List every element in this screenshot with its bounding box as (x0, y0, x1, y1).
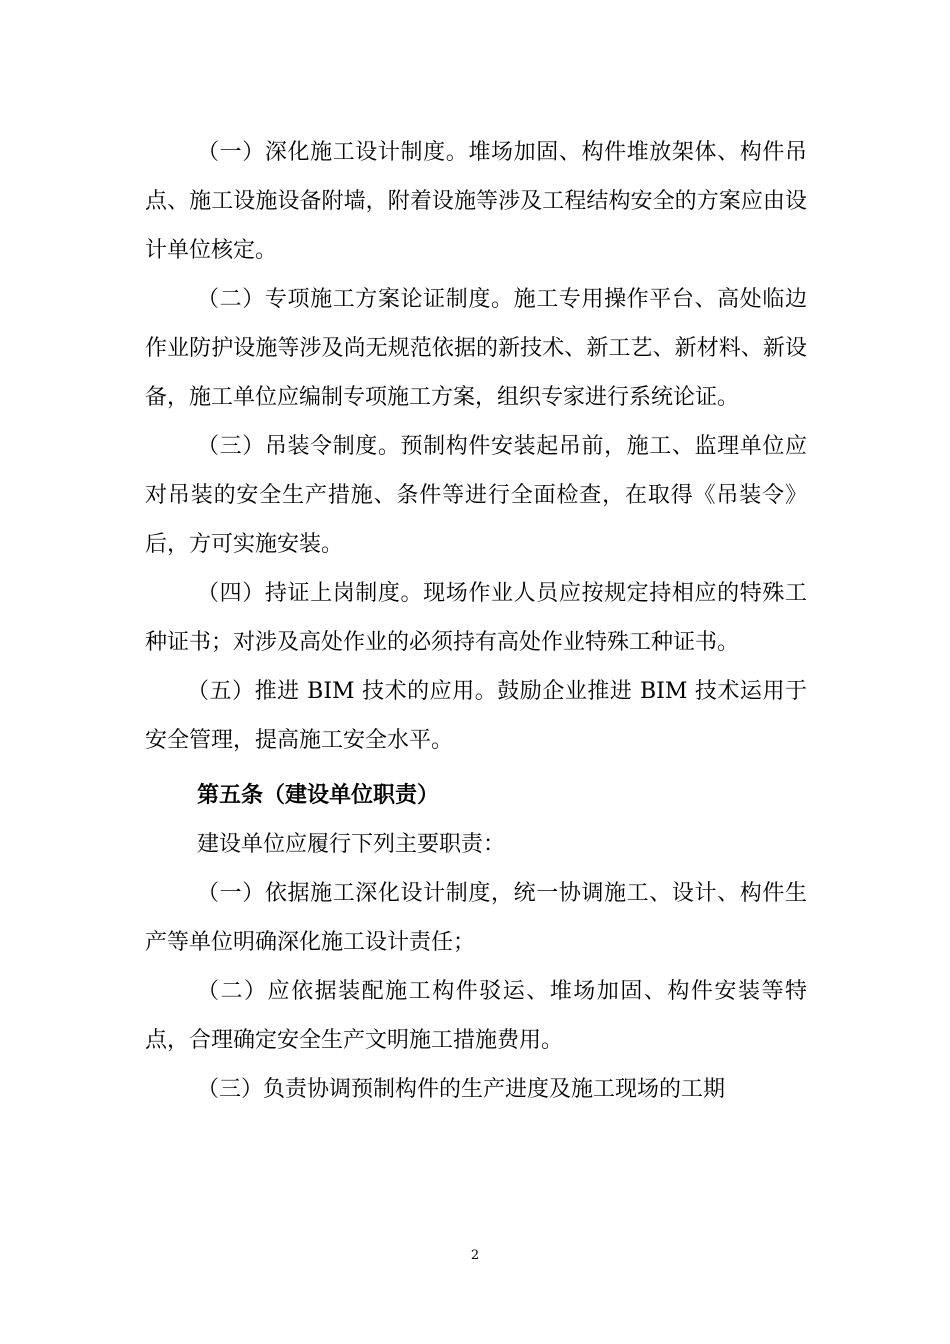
paragraph-lifting-order: （三）吊装令制度。预制构件安装起吊前，施工、监理单位应对吊装的安全生产措施、条件等进行全面检查，在取得《吊装令》后，方可实施安装。 (145, 434, 807, 557)
paragraph-duty-2: （二）应依据装配施工构件驳运、堆场加固、构件安装等特点，合理确定安全生产文明施工措施费用。 (145, 979, 807, 1053)
paragraph-deepening-design: （一）深化施工设计制度。堆场加固、构件堆放架体、构件吊点、施工设施设备附墙，附着设施等涉及工程结构安全的方案应由设计单位核定。 (145, 140, 807, 263)
document-body (145, 128, 807, 1114)
paragraph-duty-3: （三）负责协调预制构件的生产进度及施工现场的工期 (197, 1077, 726, 1102)
paragraph-bim: （五）推进 BIM 技术的应用。鼓励企业推进 BIM 技术运用于安全管理，提高施工安全水平。 (145, 679, 807, 753)
paragraph-duties-intro: 建设单位应履行下列主要职责： (197, 832, 506, 857)
paragraph-special-plan: （二）专项施工方案论证制度。施工专用操作平台、高处临边作业防护设施等涉及尚无规范依据的新技术、新工艺、新材料、新设备，施工单位应编制专项施工方案，组织专家进行系统论证。 (145, 287, 807, 410)
section-heading: 第五条（建设单位职责） (197, 782, 440, 808)
paragraph-duty-1: （一）依据施工深化设计制度，统一协调施工、设计、构件生产等单位明确深化施工设计责任； (145, 881, 807, 955)
paragraph-certification: （四）持证上岗制度。现场作业人员应按规定持相应的特殊工种证书；对涉及高处作业的必须持有高处作业特殊工种证书。 (145, 581, 807, 655)
page-number: 2 (470, 1248, 480, 1263)
